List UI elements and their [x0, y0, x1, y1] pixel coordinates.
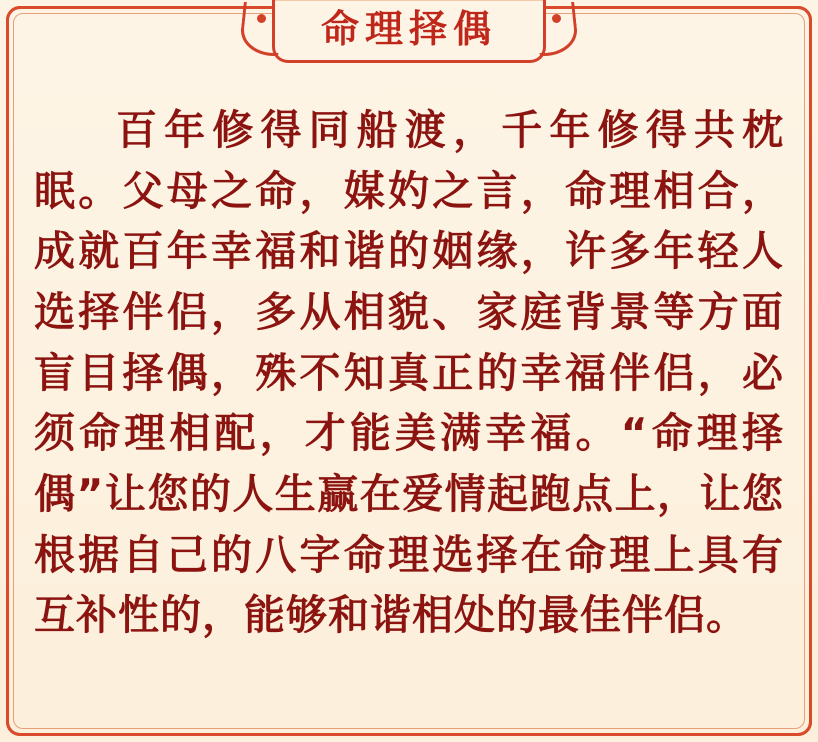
title-banner [272, 0, 546, 63]
body-text-area [34, 100, 784, 724]
title-banner-area [0, 0, 818, 86]
ribbon-dot-left-icon [257, 14, 266, 23]
page-title: 命理择偶 [320, 6, 497, 51]
ribbon-dot-right-icon [552, 14, 561, 23]
corner-ornament-bottom-right [786, 710, 812, 736]
corner-ornament-bottom-left [6, 710, 32, 736]
body-paragraph: 百年修得同船渡，千年修得共枕眠。父母之命，媒妁之言，命理相合，成就百年幸福和谐的姻缘，许多年轻人选择伴侣，多从相貌、家庭背景等方面盲目择偶，殊不知真正的幸福伴侣，必须命理相配，才能美满幸福。“命理择偶”让您的人生赢在爱情起跑点上，让您根据自己的八字命理选择在命理上具有互补性的，能够和谐相处的最佳伴侣。 [34, 106, 784, 640]
